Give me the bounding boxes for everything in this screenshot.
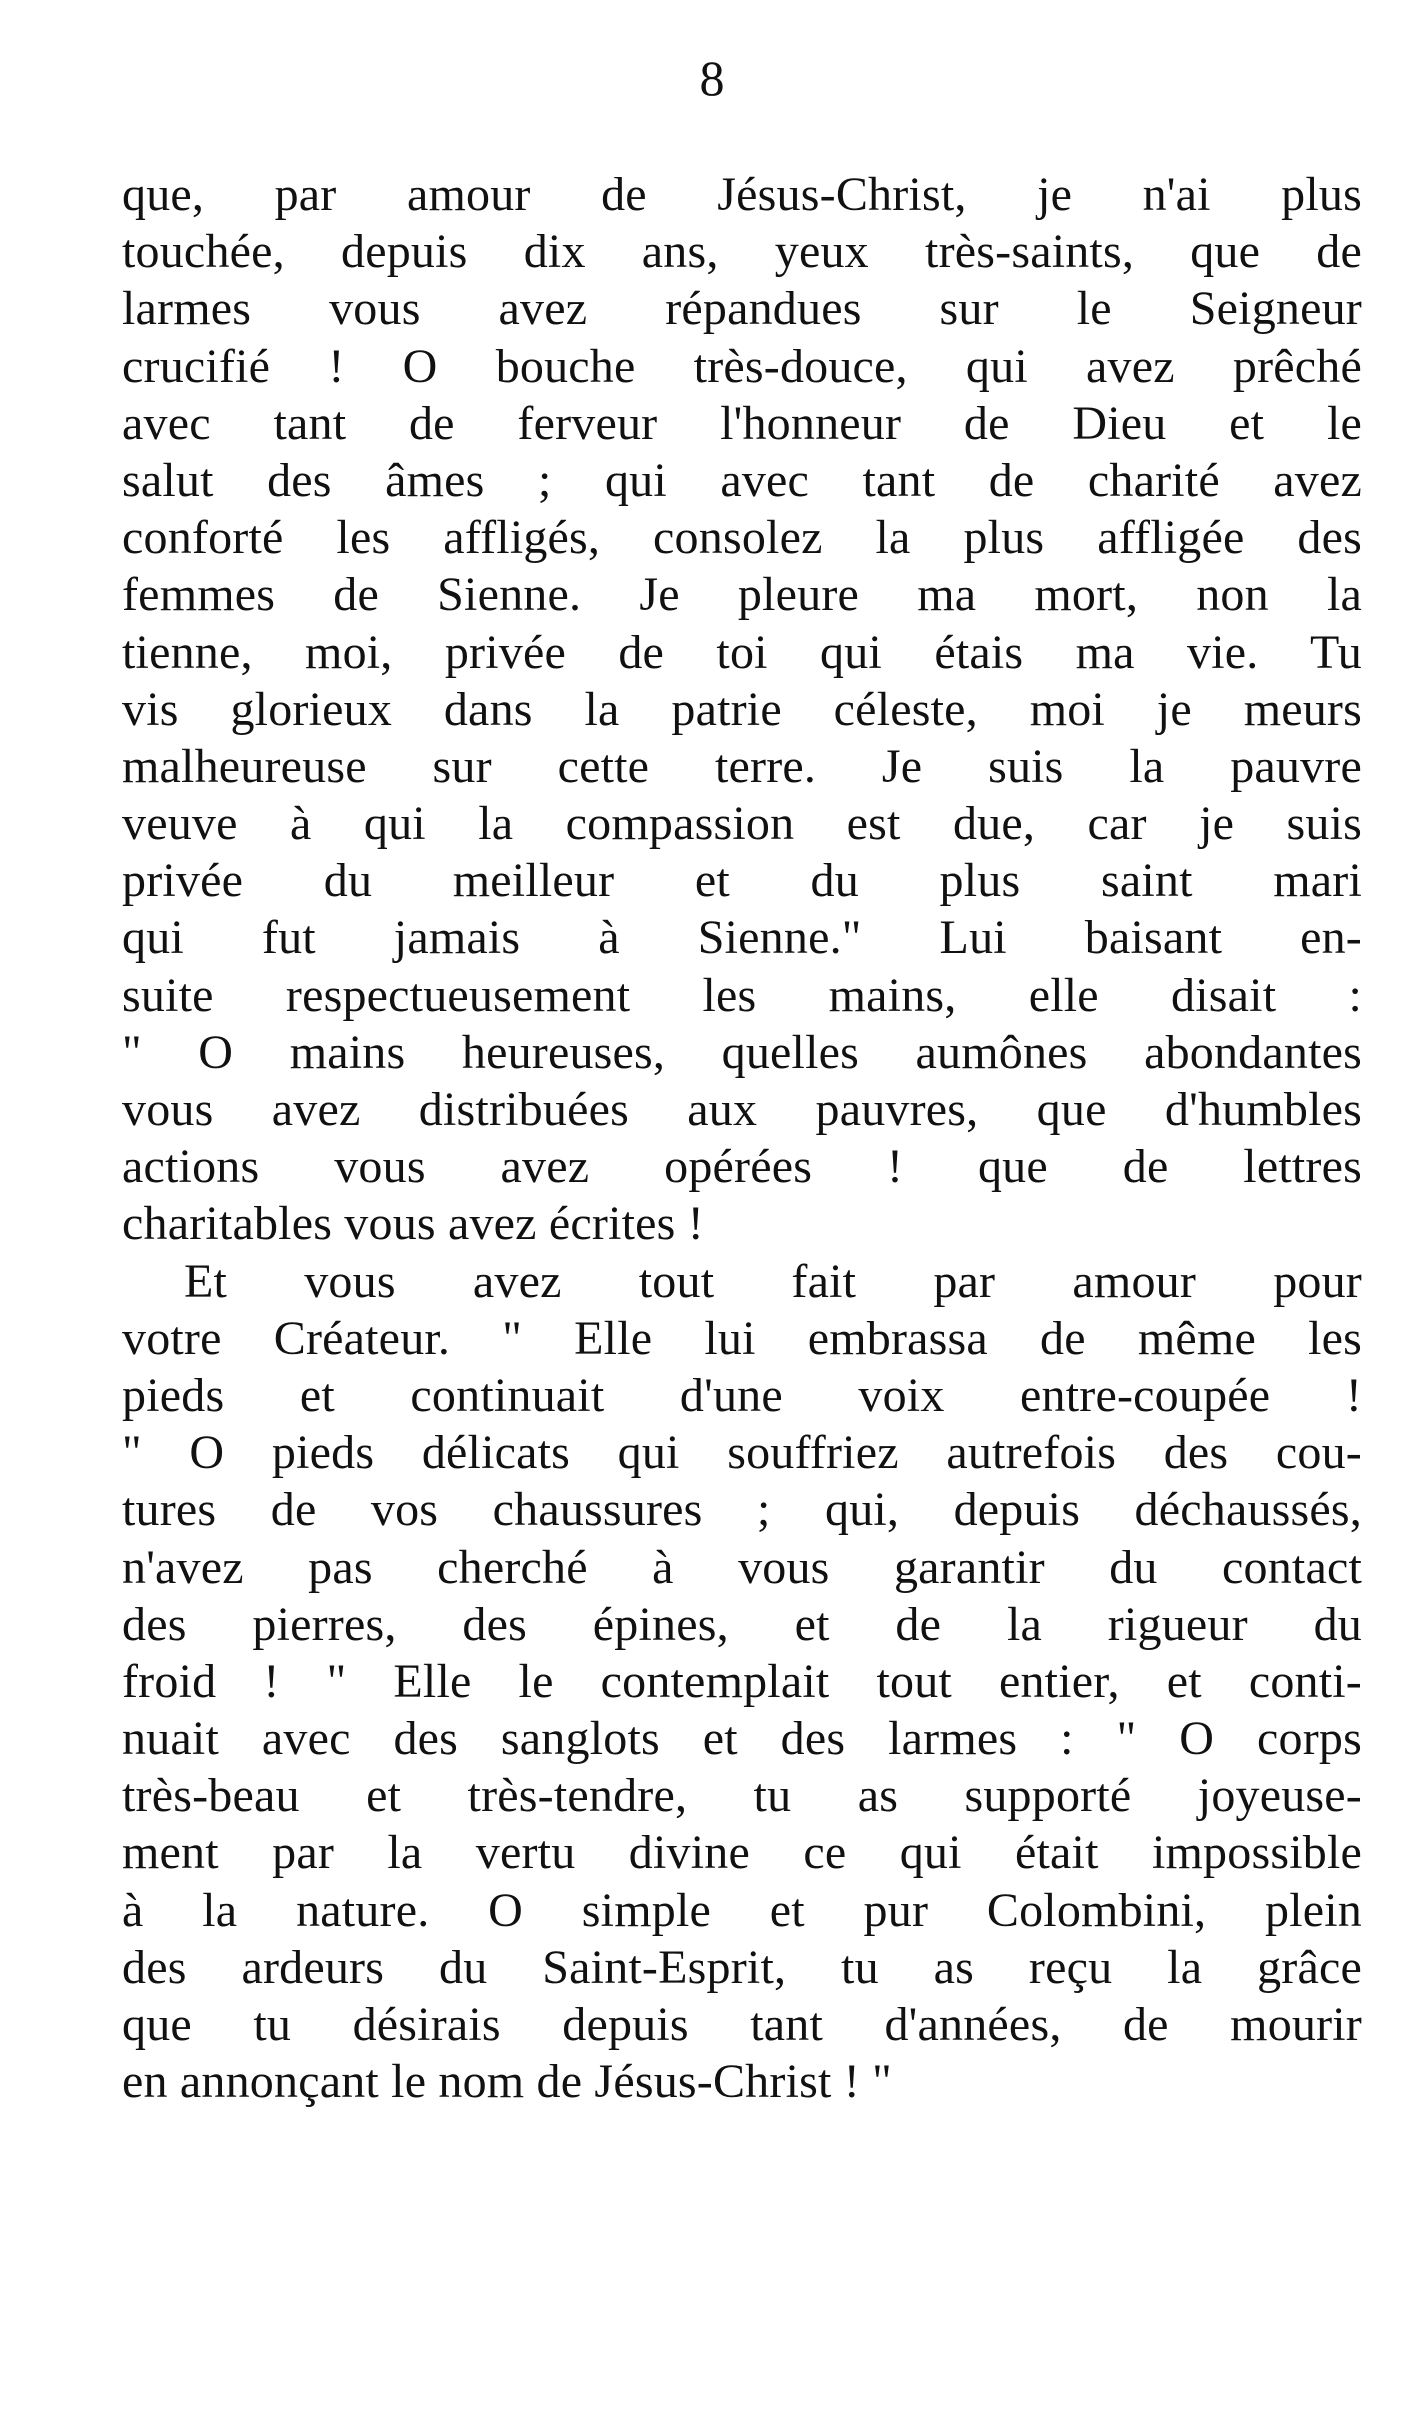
text-line: " O mains heureuses, quelles aumônes abondantes [122, 1025, 1362, 1079]
text-line: femmes de Sienne. Je pleure ma mort, non la [122, 568, 1362, 622]
text-line: larmes vous avez répandues sur le Seigneur [122, 282, 1362, 336]
text-line: vous avez distribuées aux pauvres, que d'humbles [122, 1083, 1362, 1136]
text-line: actions vous avez opérées ! que de lettres [122, 1140, 1362, 1194]
paragraph-end-line: en annonçant le nom de Jésus-Christ ! " [122, 2055, 892, 2109]
text-line: conforté les affligés, consolez la plus affligée des [122, 511, 1362, 565]
paragraph-start-line: Et vous avez tout fait par amour pour [184, 1254, 1362, 1308]
text-line: suite respectueusement les mains, elle disait : [122, 968, 1362, 1022]
text-line: que tu désirais depuis tant d'années, de mourir [122, 1998, 1362, 2051]
text-line: veuve à qui la compassion est due, car je suis [122, 797, 1362, 851]
text-line: malheureuse sur cette terre. Je suis la pauvre [122, 739, 1362, 793]
text-line: " O pieds délicats qui souffriez autrefois des cou- [122, 1426, 1362, 1480]
text-line: que, par amour de Jésus-Christ, je n'ai plus [122, 168, 1362, 221]
text-line: qui fut jamais à Sienne." Lui baisant en- [122, 911, 1362, 965]
text-line: n'avez pas cherché à vous garantir du contact [122, 1540, 1362, 1594]
text-line: tures de vos chaussures ; qui, depuis déchaussés, [122, 1483, 1362, 1537]
text-line: ment par la vertu divine ce qui était impossible [122, 1826, 1362, 1880]
text-line: vis glorieux dans la patrie céleste, moi je meurs [122, 682, 1362, 736]
text-line: touchée, depuis dix ans, yeux très-saints, que de [122, 225, 1362, 279]
body-text [122, 166, 1362, 2110]
text-line: nuait avec des sanglots et des larmes : " O corps [122, 1712, 1362, 1766]
text-line: tienne, moi, privée de toi qui étais ma vie. Tu [122, 625, 1362, 679]
text-line: avec tant de ferveur l'honneur de Dieu et le [122, 396, 1362, 450]
text-line: pieds et continuait d'une voix entre-coupée ! [122, 1368, 1362, 1422]
text-line: très-beau et très-tendre, tu as supporté joyeuse- [122, 1769, 1362, 1823]
text-line: des ardeurs du Saint-Esprit, tu as reçu la grâce [122, 1940, 1362, 1994]
page-number: 8 [699, 50, 725, 106]
text-line: crucifié ! O bouche très-douce, qui avez prêché [122, 339, 1362, 393]
text-line: privée du meilleur et du plus saint mari [122, 854, 1362, 908]
text-line: votre Créateur. " Elle lui embrassa de même les [122, 1311, 1362, 1365]
text-line: à la nature. O simple et pur Colombini, plein [122, 1883, 1362, 1937]
text-line: salut des âmes ; qui avec tant de charité avez [122, 453, 1362, 507]
text-line: des pierres, des épines, et de la rigueur du [122, 1597, 1362, 1651]
text-line: froid ! " Elle le contemplait tout entier, et conti- [122, 1654, 1362, 1708]
paragraph-end-line: charitables vous avez écrites ! [122, 1197, 704, 1251]
